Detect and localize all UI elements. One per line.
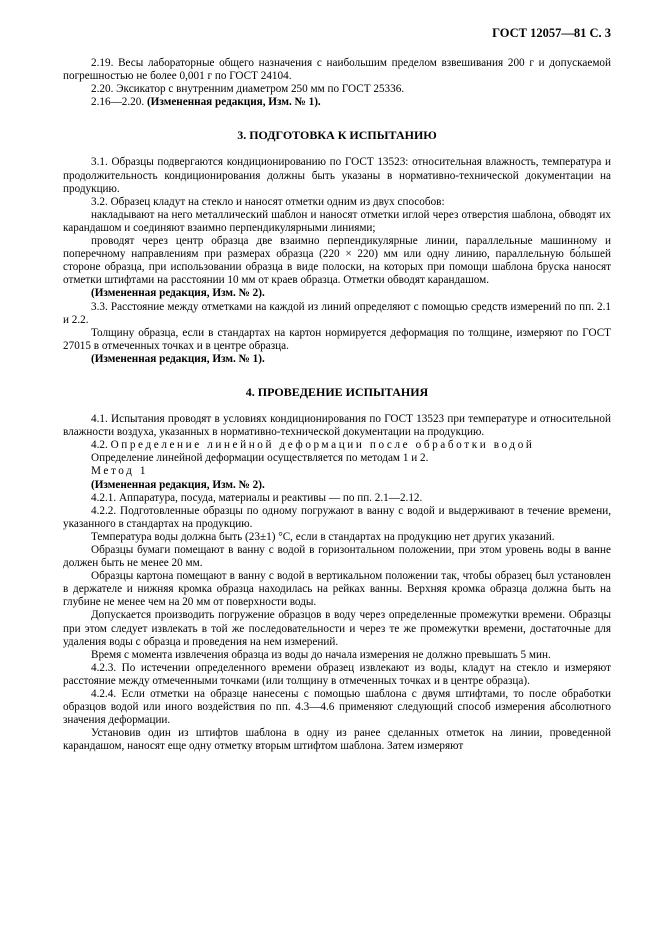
amendment-note	[63, 96, 611, 109]
paragraph-4-2-3: 4.2.3. По истечении определенного времени образец извлекают из воды, кладут на стекло и измеряют расстояние между отмеченными точками (или толщину в отмеченных точках и в центре образца).	[63, 661, 611, 687]
paragraph-template-pins: Установив один из штифтов шаблона в одну из ранее сделанных отметок на линии, проведенной карандашом, наносят еще одну отметку вторым штифтом шаблона. Затем измеряют	[63, 727, 611, 753]
section-3-heading	[63, 129, 611, 142]
paragraph-immersion-intervals: Допускается производить погружение образцов в воду через определенные промежутки времени. Образцы при этом следует извлекать в той же последовательности и через те же промежутки времени, достаточные для удаления воды с образца и проведения на нем измерений.	[63, 609, 611, 648]
paragraph-4-2-4: 4.2.4. Если отметки на образце нанесены с помощью шаблона с двумя штифтами, то после обработки образцов водой или иного воздействия по пп. 4.3—4.6 применяют следующий способ измерения абсолютного значения деформации.	[63, 688, 611, 727]
amendment-note: (Измененная редакция, Изм. № 2).	[91, 478, 265, 491]
paragraph-3-1: 3.1. Образцы подвергаются кондиционированию по ГОСТ 13523: относительная влажность, температура и продолжительность кондиционирования должны быть указаны в нормативно-технической документации на продукцию.	[63, 156, 611, 195]
paragraph-3-3: 3.3. Расстояние между отметками на каждой из линий определяют с помощью средств измерений по пп. 2.1 и 2.2.	[63, 300, 611, 326]
paragraph-4-2-heading	[63, 439, 611, 452]
amendment-note: (Измененная редакция, Изм. № 2).	[91, 287, 265, 300]
paragraph-temperature: Температура воды должна быть (23±1) °С, если в стандартах на продукцию нет других указаний.	[91, 530, 555, 543]
spaced-subheading: Определение линейной деформации после обработки водой	[110, 439, 535, 452]
paragraph-3-2: 3.2. Образец кладут на стекло и наносят отметки одним из двух способов:	[91, 195, 445, 208]
paragraph-thickness: Толщину образца, если в стандартах на картон нормируется деформация по толщине, измеряют по ГОСТ 27015 в отмеченных точках и в центре образца.	[63, 326, 611, 352]
section-number: 4.	[245, 384, 255, 399]
paragraph-3-2-method-b: проводят через центр образца две взаимно перпендикулярные линии, параллельные машинному и поперечному направлениям при размерах образца (220 × 220) мм или одну линию, параллельную бо́льшей стороне образца, при использовании образца в виде полоски, на которых при помощи шаблона бруска наносят отметки штифтами на расстоянии 10 мм от краев образца. Отметки обводят карандашом.	[63, 235, 611, 287]
document-body	[63, 57, 611, 754]
paragraph-4-1: 4.1. Испытания проводят в условиях кондиционирования по ГОСТ 13523 при температуре и относительной влажности воздуха, указанных в нормативно-технической документации на продукцию.	[63, 413, 611, 439]
amendment-note: (Измененная редакция, Изм. № 1).	[91, 352, 265, 365]
section-title: ПРОВЕДЕНИЕ ИСПЫТАНИЯ	[257, 384, 429, 399]
paragraph-2-20: 2.20. Эксикатор с внутренним диаметром 250 мм по ГОСТ 25336.	[91, 83, 405, 96]
paragraph-time-limit: Время с момента извлечения образца из воды до начала измерения не должно превышать 5 мин.	[91, 648, 551, 661]
paragraph-3-2-method-a: накладывают на него металлический шаблон и наносят отметки иглой через отверстия шаблона, обводят их карандашом и соединяют взаимно перпендикулярными линиями;	[63, 208, 611, 234]
paragraph-2-19: 2.19. Весы лабораторные общего назначения с наибольшим пределом взвешивания 200 г и допускаемой погрешностью не более 0,001 г по ГОСТ 24104.	[63, 57, 611, 83]
amendment-text: (Измененная редакция, Изм. № 1).	[146, 96, 321, 109]
method-label: Метод 1	[91, 465, 149, 478]
section-number: 3.	[237, 128, 247, 143]
paragraph-4-2-text: Определение линейной деформации осуществляется по методам 1 и 2.	[91, 452, 429, 465]
section-4-heading	[63, 386, 611, 399]
paragraph-number: 4.2.	[91, 439, 108, 452]
section-title: ПОДГОТОВКА К ИСПЫТАНИЮ	[249, 128, 437, 143]
paragraph-cardboard-samples: Образцы картона помещают в ванну с водой в вертикальном положении так, чтобы образец был установлен в держателе и нижняя кромка образца находилась на рейках ванны. Верхняя кромка образца должна быть на глубине не менее чем на 20 мм от поверхности воды.	[63, 570, 611, 609]
page-header: ГОСТ 12057—81 С. 3	[492, 26, 611, 40]
paragraph-4-2-2: 4.2.2. Подготовленные образцы по одному погружают в ванну с водой и выдерживают в течение времени, указанного в стандартах на продукцию.	[63, 504, 611, 530]
amendment-range: 2.16—2.20.	[91, 96, 145, 109]
paragraph-4-2-1: 4.2.1. Аппаратура, посуда, материалы и реактивы — по пп. 2.1—2.12.	[91, 491, 423, 504]
paragraph-paper-samples: Образцы бумаги помещают в ванну с водой в горизонтальном положении, при этом уровень воды в ванне должен быть не менее 20 мм.	[63, 544, 611, 570]
